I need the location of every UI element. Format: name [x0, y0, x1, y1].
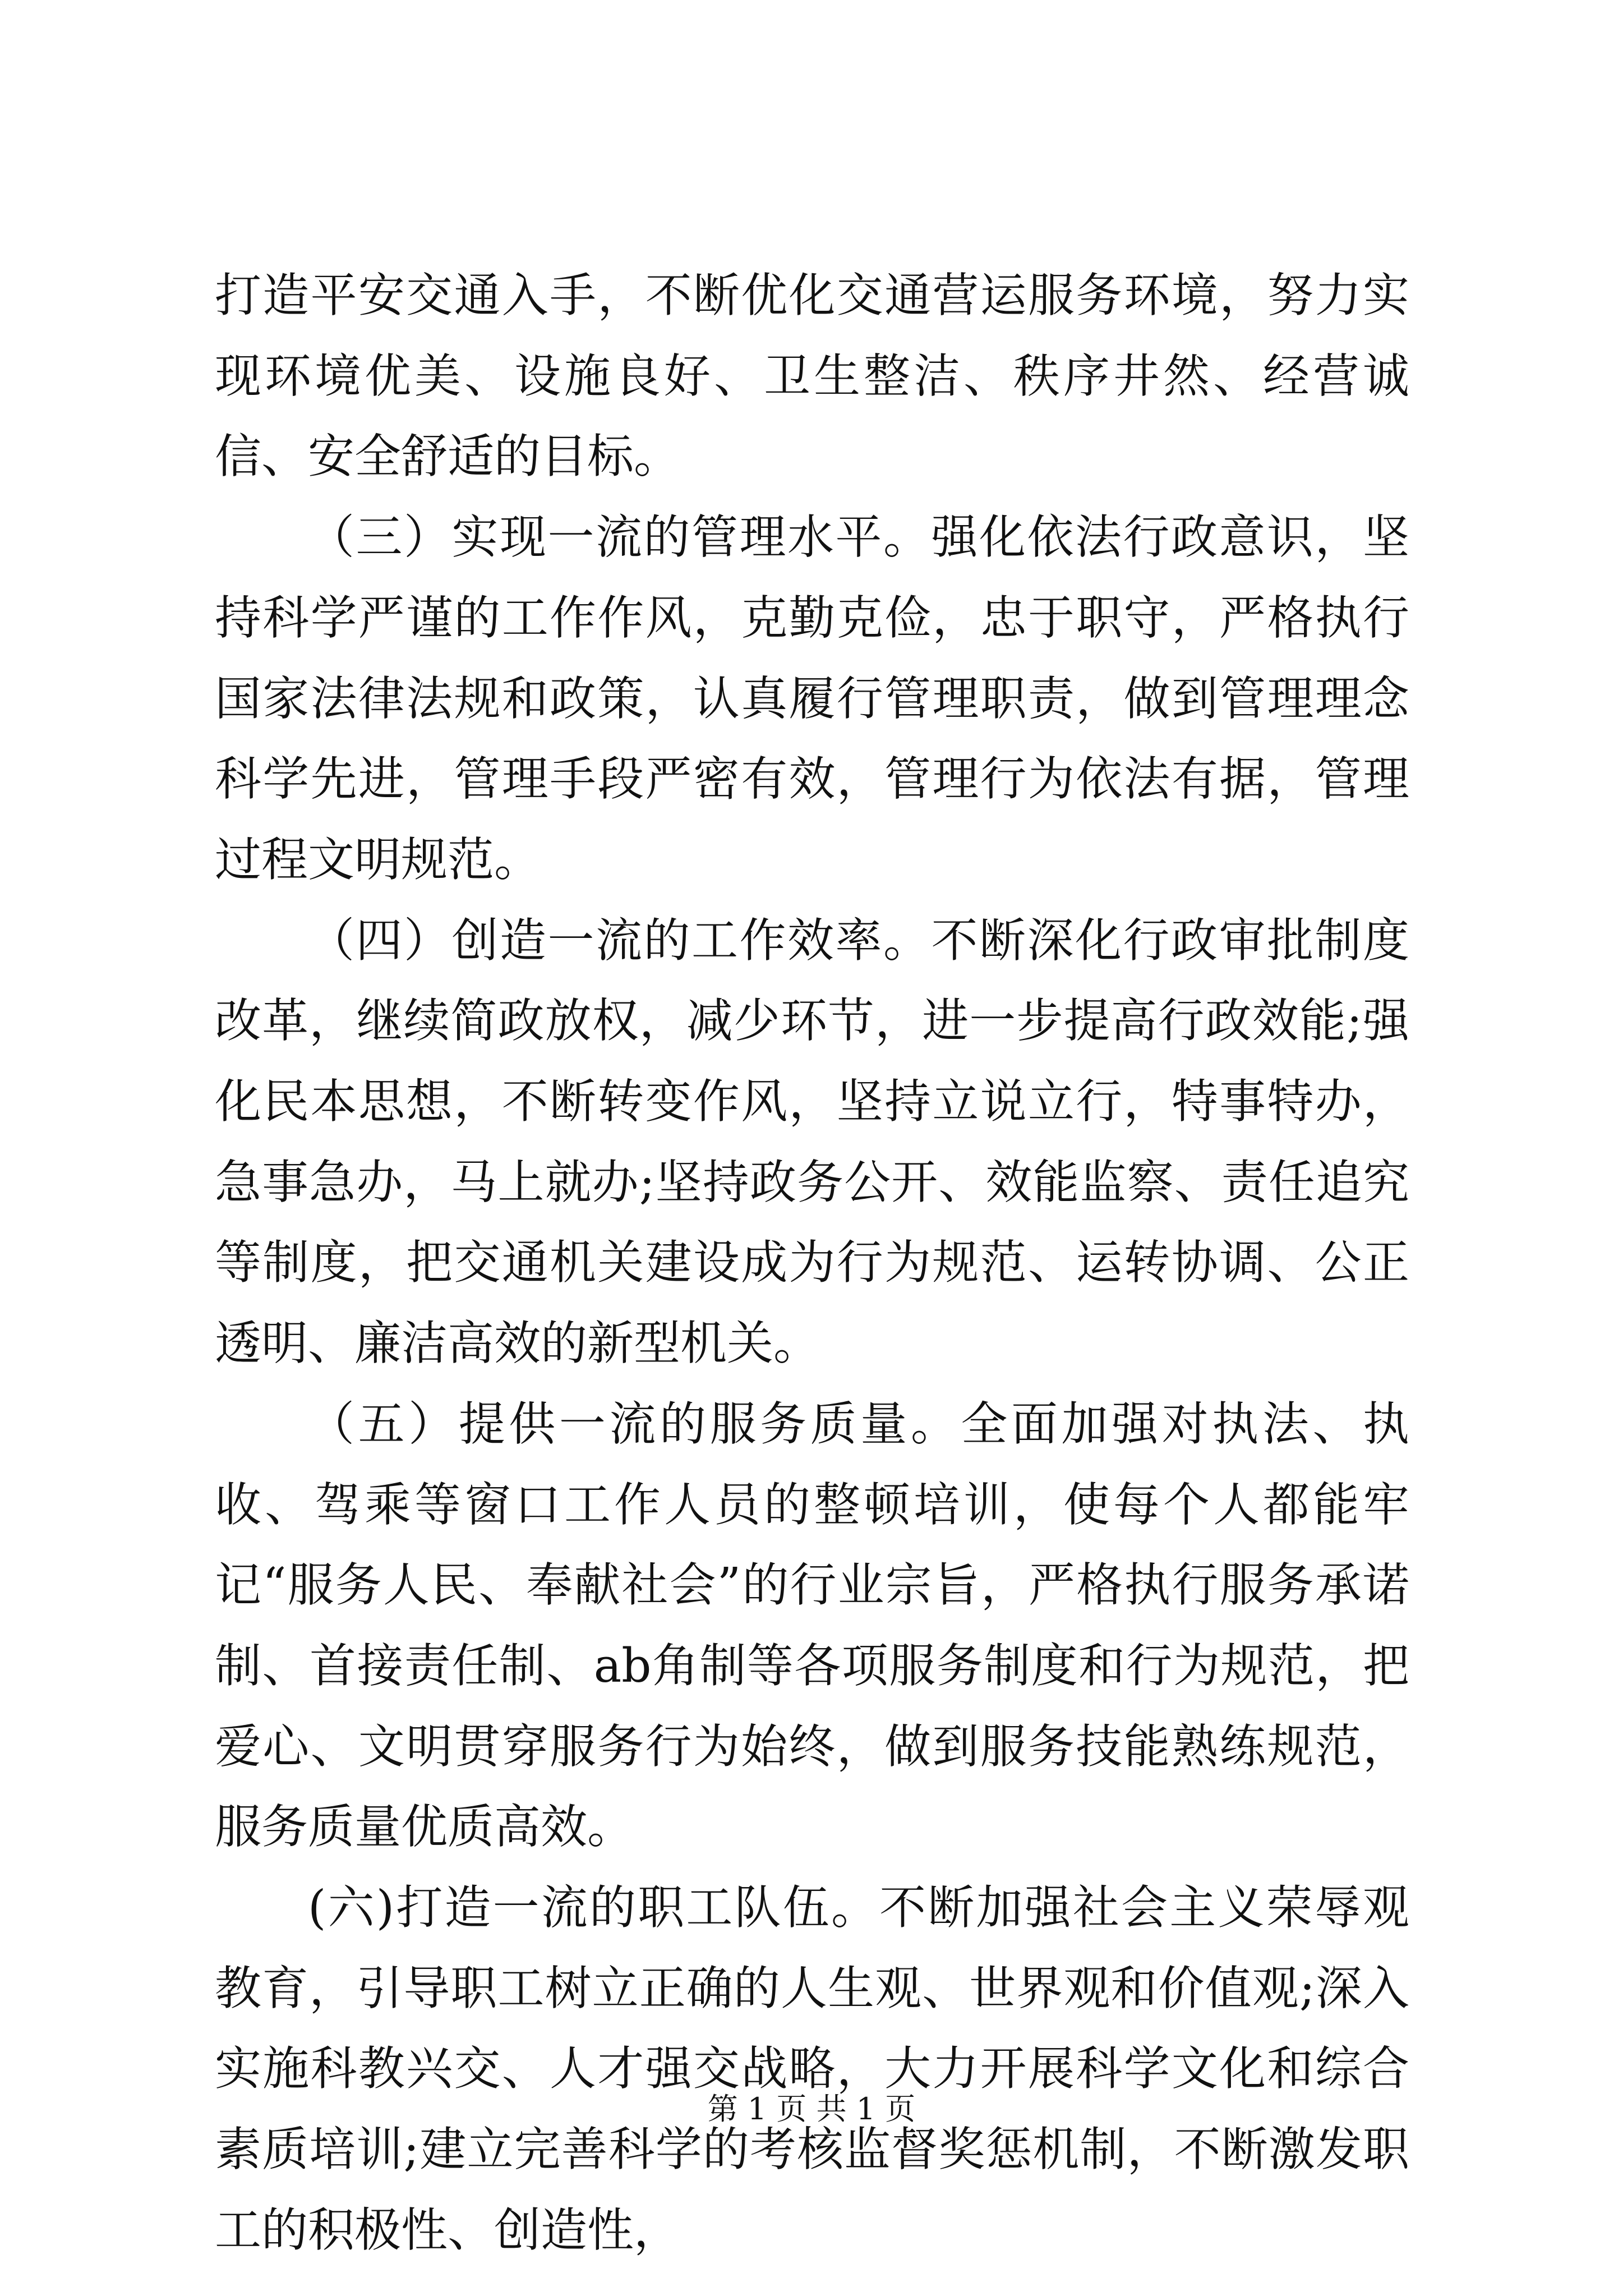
paragraph-1: 打造平安交通入手，不断优化交通营运服务环境，努力实现环境优美、设施良好、卫生整洁、秩序井然、经营诚信、安全舒适的目标。 — [215, 268, 1409, 484]
paragraph-3: （四）创造一流的工作效率。不断深化行政审批制度改革，继续简政放权，减少环节，进一步提高行政效能;强化民本思想，不断转变作风，坚持立说立行，特事特办，急事急办，马上就办;坚持政务公开、效能监察、责任追究等制度，把交通机关建设成为行为规范、运转协调、公正透明、廉洁高效的新型机关。 — [215, 913, 1409, 1371]
paragraph-5: (六)打造一流的职工队伍。不断加强社会主义荣辱观教育，引导职工树立正确的人生观、世界观和价值观;深入实施科教兴交、人才强交战略，大力开展科学文化和综合素质培训;建立完善科学的考核监督奖惩机制，不断激发职工的积极性、创造性， — [215, 1880, 1409, 2257]
document-body — [215, 255, 1409, 2271]
page-footer: 第 1 页 共 1 页 — [707, 2091, 916, 2127]
paragraph-2: （三）实现一流的管理水平。强化依法行政意识，坚持科学严谨的工作作风，克勤克俭，忠于职守，严格执行国家法律法规和政策，认真履行管理职责，做到管理理念科学先进，管理手段严密有效，管理行为依法有据，管理过程文明规范。 — [215, 510, 1409, 887]
paragraph-4: （五）提供一流的服务质量。全面加强对执法、执收、驾乘等窗口工作人员的整顿培训，使每个人都能牢记“服务人民、奉献社会”的行业宗旨，严格执行服务承诺制、首接责任制、ab角制等各项服务制度和行为规范，把爱心、文明贯穿服务行为始终，做到服务技能熟练规范，服务质量优质高效。 — [215, 1396, 1409, 1855]
